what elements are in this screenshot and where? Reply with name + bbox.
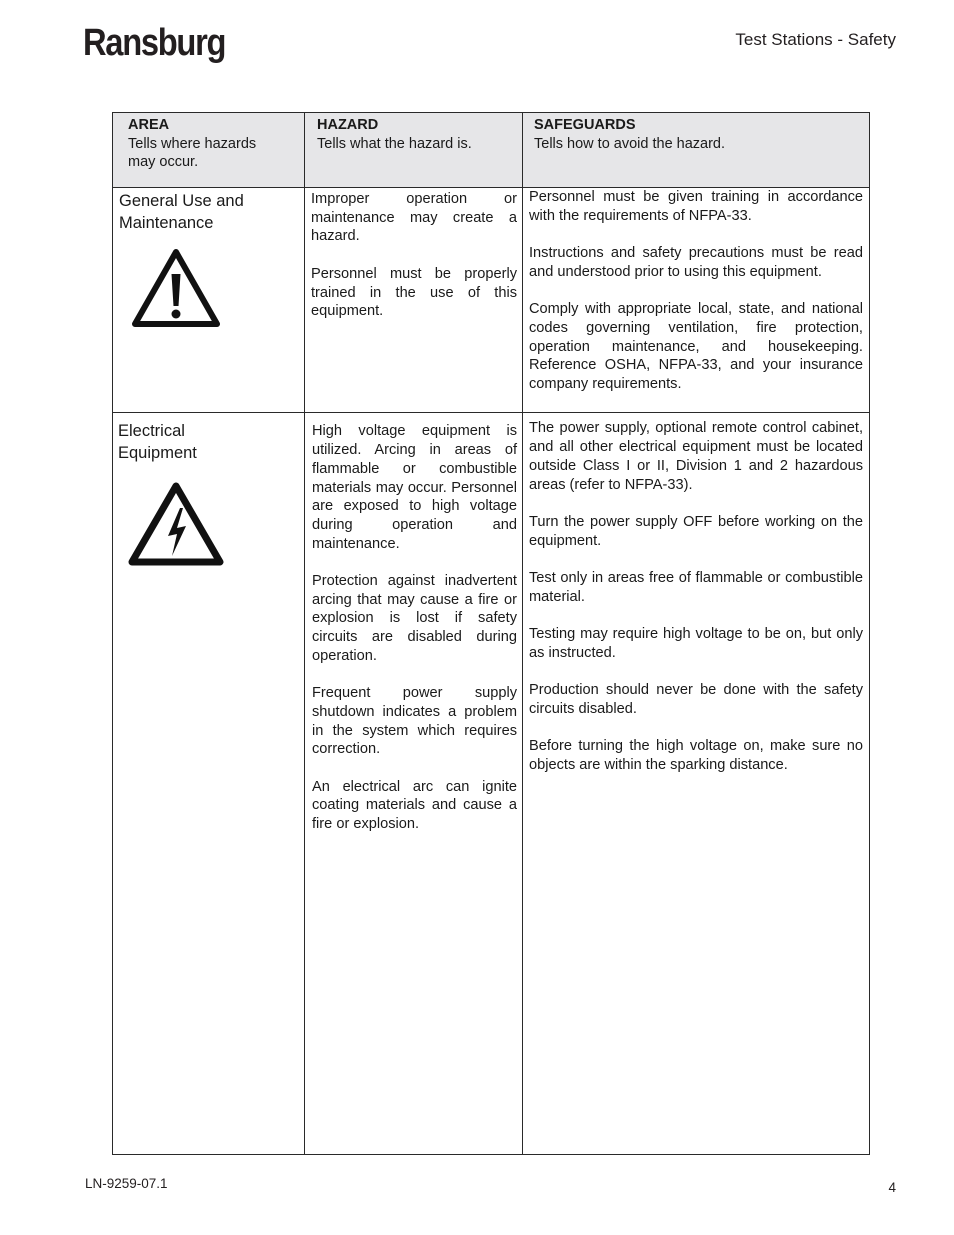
column-description: Tells how to avoid the hazard. [534, 135, 726, 152]
column-title: HAZARD [317, 117, 379, 133]
column-title: AREA [128, 117, 170, 133]
ransburg-logo: Ransburg [83, 22, 226, 64]
area-cell [113, 188, 305, 413]
safeguard-text: Production should never be done with the safety circuits disabled. [529, 682, 863, 717]
safeguard-text: Before turning the high voltage on, make sure no objects are within the sparking distance. [529, 738, 863, 773]
column-title: SAFEGUARDS [534, 117, 636, 133]
safeguard-text: Testing may require high voltage to be on, but only as instructed. [529, 626, 863, 661]
hazard-text: Personnel must be properly trained in the use of this equipment. [311, 265, 517, 320]
hazard-cell [305, 413, 523, 1155]
safeguard-text: Turn the power supply OFF before working on the equipment. [529, 513, 863, 549]
hazard-text: Improper operation or maintenance may create a hazard. [311, 191, 517, 245]
section-title: Test Stations - Safety [735, 30, 896, 49]
hazard-text: High voltage equipment is utilized. Arcing in areas of flammable or combustible materials may occur. Personnel are exposed to high voltage during operation and maintenance. [312, 423, 517, 552]
warning-exclamation-icon [131, 248, 300, 336]
document-number: LN-9259-07.1 [85, 1176, 168, 1191]
hazard-cell [305, 188, 523, 413]
hazard-text: An electrical arc can ignite coating materials and cause a fire or explosion. [312, 778, 517, 833]
table-row [113, 188, 870, 413]
safety-table [112, 112, 870, 1155]
header-hazard [305, 113, 523, 188]
column-description: Tells where hazards may occur. [128, 135, 257, 170]
header-area [113, 113, 305, 188]
safeguards-cell [523, 188, 870, 413]
safeguards-cell [523, 413, 870, 1155]
column-description: Tells what the hazard is. [317, 135, 472, 152]
table-header-row [113, 113, 870, 188]
safeguard-text: Personnel must be given training in accordance with the requirements of NFPA-33. [529, 189, 863, 224]
safeguard-text: Comply with appropriate local, state, and national codes governing ventilation, fire protection, operation maintenance, and housekeeping. Reference OSHA, NFPA-33, and your insurance company requirements. [529, 301, 863, 392]
page-number: 4 [888, 1180, 896, 1195]
table-row [113, 413, 870, 1155]
area-cell [113, 413, 305, 1155]
area-label: Electrical Equipment [118, 422, 197, 463]
safeguard-text: The power supply, optional remote control cabinet, and all other electrical equipment must be located outside Class I or II, Division 1 and 2 hazardous areas (refer to NFPA-33). [529, 420, 863, 493]
area-label: General Use and Maintenance [119, 192, 244, 232]
hazard-text: Protection against inadvertent arcing that may cause a fire or explosion is lost if safety circuits are disabled during operation. [312, 573, 517, 664]
high-voltage-icon [126, 480, 300, 576]
header-safeguards [523, 113, 870, 188]
hazard-text: Frequent power supply shutdown indicates a problem in the system which requires correction. [312, 685, 517, 758]
safeguard-text: Instructions and safety precautions must be read and understood prior to using this equipment. [529, 245, 863, 280]
safeguard-text: Test only in areas free of flammable or combustible material. [529, 569, 863, 605]
